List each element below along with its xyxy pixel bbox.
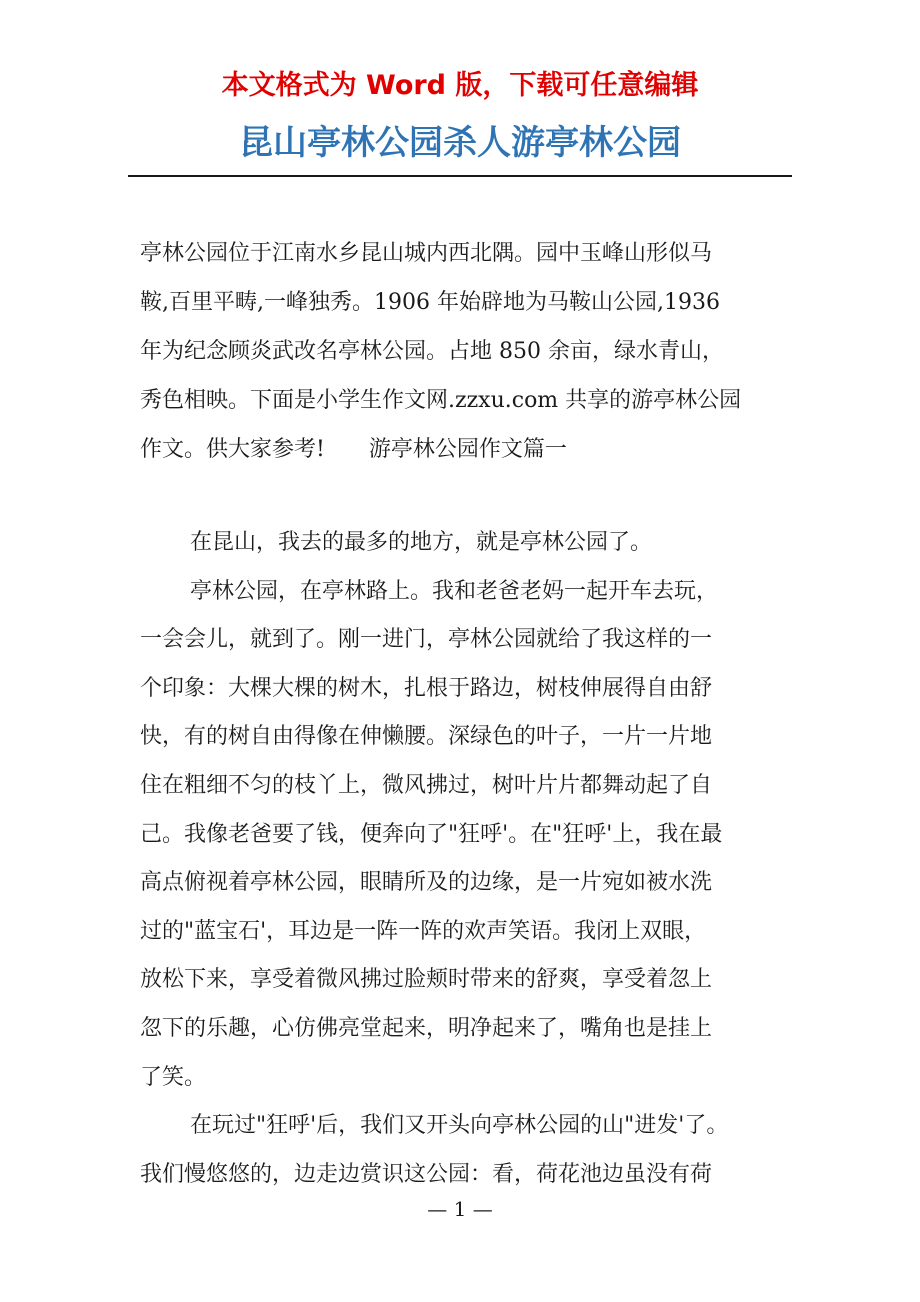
text-line: 在玩过"狂呼'后，我们又开头向亭林公园的山"进发'了。 [190, 1113, 729, 1139]
text-line: 秀色相映。下面是小学生作文网.zzxu.com 共享的游亭林公园 [140, 388, 742, 413]
text-line: 高点俯视着亭林公园，眼睛所及的边缘，是一片宛如被水洗 [140, 870, 713, 896]
text-line: 我们慢悠悠的，边走边赏识这公园：看，荷花池边虽没有荷 [140, 1161, 713, 1187]
text-line: 放松下来，享受着微风拂过脸颊时带来的舒爽，享受着忽上 [140, 967, 713, 993]
title-divider [128, 175, 792, 177]
text-line: 年为纪念顾炎武改名亭林公园。占地 850 余亩，绿水青山， [140, 339, 724, 364]
text-line: 亭林公园，在亭林路上。我和老爸老妈一起开车去玩， [190, 578, 719, 604]
essay-body [140, 519, 790, 1199]
intro-closing-text: 作文。供大家参考! [140, 437, 325, 462]
word-format-notice: 本文格式为 Word 版，下载可任意编辑 [221, 70, 699, 101]
text-line [140, 425, 790, 474]
intro-paragraph [140, 229, 790, 474]
text-line: 在昆山，我去的最多的地方，就是亭林公园了。 [190, 530, 653, 555]
text-line: 快，有的树自由得像在伸懒腰。深绿色的叶子，一片一片地 [140, 724, 713, 750]
document-title: 昆山亭林公园杀人游亭林公园 [239, 123, 681, 163]
text-line: 亭林公园位于江南水乡昆山城内西北隅。园中玉峰山形似马 [140, 241, 713, 266]
page-number: — 1 — [427, 1197, 493, 1221]
text-line: 己。我像老爸要了钱，便奔向了"狂呼'。在"狂呼'上，我在最 [140, 821, 723, 847]
text-line: 住在粗细不匀的枝丫上，微风拂过，树叶片片都舞动起了自 [140, 772, 713, 798]
text-line: 过的"蓝宝石'，耳边是一阵一阵的欢声笑语。我闭上双眼， [140, 918, 707, 944]
text-line: 个印象：大棵大棵的树木，扎根于路边，树枝伸展得自由舒 [140, 675, 713, 701]
text-line: 了笑。 [140, 1064, 207, 1090]
section-heading: 游亭林公园作文篇一 [368, 437, 567, 462]
text-line: 忽下的乐趣，心仿佛亮堂起来，明净起来了，嘴角也是挂上 [140, 1015, 713, 1041]
text-line: 一会会儿，就到了。刚一进门，亭林公园就给了我这样的一 [140, 627, 713, 653]
text-line: 鞍,百里平畴,一峰独秀。1906 年始辟地为马鞍山公园,1936 [140, 290, 720, 315]
